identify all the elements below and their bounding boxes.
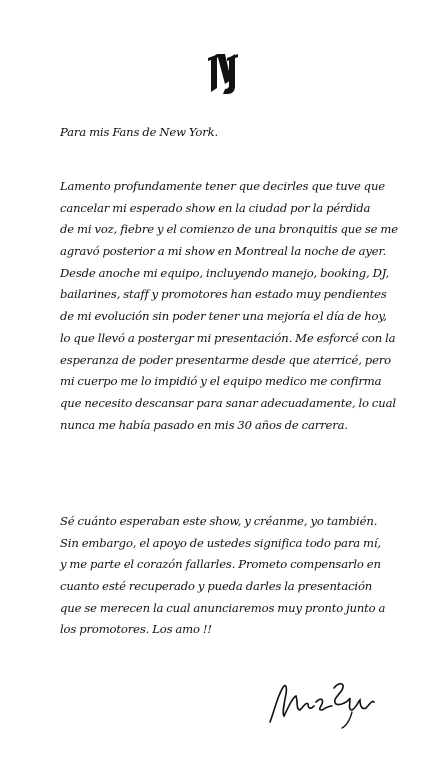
letter-line: nunca me había pasado en mis 30 años de carrera. — [60, 417, 348, 432]
letter-line: lo que llevó a postergar mi presentación. Me esforcé con la — [60, 330, 396, 345]
letter-line: cuanto esté recuperado y pueda darles la presentación — [60, 579, 373, 594]
letter-line: de mi evolución sin poder tener una mejoría el día de hoy, — [60, 309, 387, 324]
letter-line: que se merecen la cual anunciaremos muy pronto junto a — [60, 600, 386, 615]
signature-icon — [262, 672, 382, 732]
letter-line: Sé cuánto esperaban este show, y créanme, yo también. — [60, 514, 378, 528]
letter-line: agravó posterior a mi show en Montreal la noche de ayer. — [60, 244, 387, 259]
letter-line: Sin embargo, el apoyo de ustedes significa todo para mí, — [60, 535, 381, 550]
letter-line: mi cuerpo me lo impidió y el equipo medico me confirma — [60, 374, 382, 389]
letter-line: los promotores. Los amo !! — [60, 622, 212, 637]
letter-line: Desde anoche mi equipo, incluyendo manejo, booking, DJ, — [60, 265, 390, 280]
nj-logo-icon — [205, 52, 241, 96]
letter-line: Lamento profundamente tener que decirles que tuve que — [60, 179, 385, 193]
letter-line: cancelar mi esperado show en la ciudad por la pérdida — [60, 200, 371, 215]
letter-line: y me parte el corazón fallarles. Prometo compensarlo en — [60, 557, 381, 572]
letter-line: que necesito descansar para sanar adecuadamente, lo cual — [60, 395, 396, 410]
letter-paragraph-2 — [60, 511, 400, 641]
letter-paragraph-1 — [60, 176, 400, 436]
letter-line: de mi voz, fiebre y el comienzo de una bronquitis que se me — [60, 222, 398, 237]
letter-salutation: Para mis Fans de New York. — [60, 125, 219, 139]
letter-line: esperanza de poder presentarme desde que aterricé, pero — [60, 352, 391, 367]
letter-line: bailarines, staff y promotores han estado muy pendientes — [60, 287, 387, 302]
